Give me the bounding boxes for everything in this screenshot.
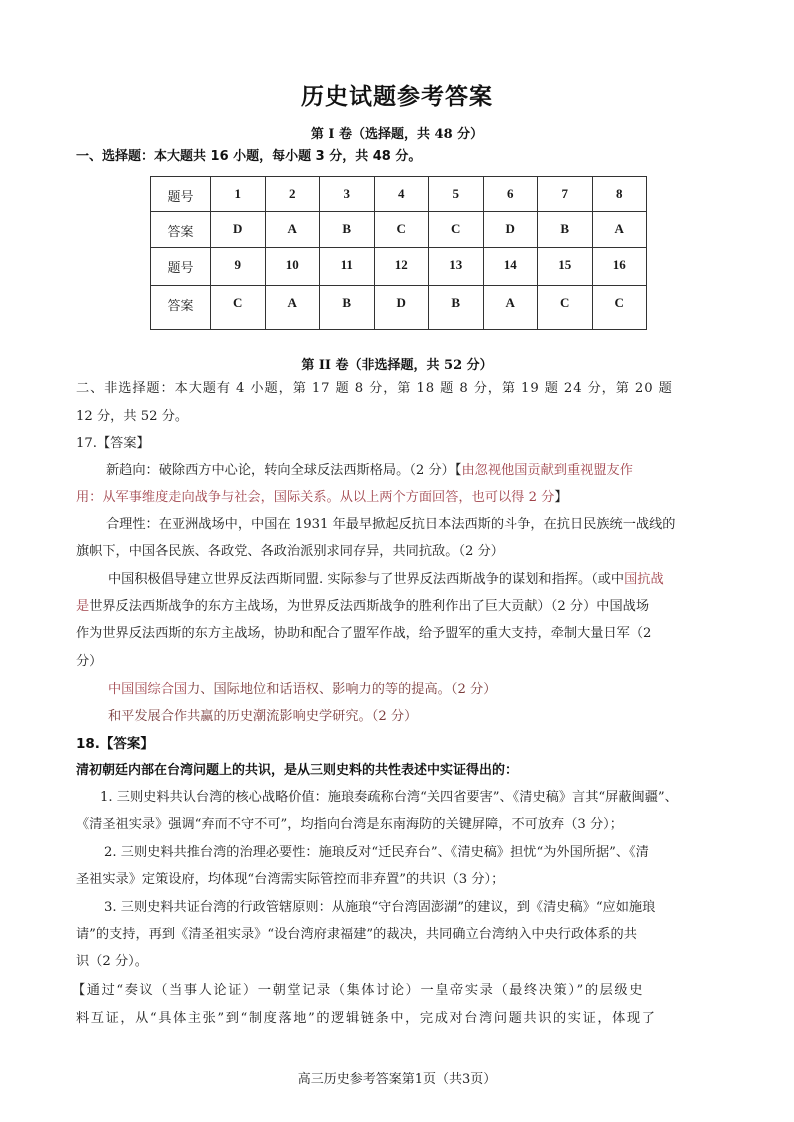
table-cell: 7: [538, 177, 593, 212]
table-cell: 14: [483, 248, 538, 286]
table-row: [151, 248, 647, 286]
q18-item1-line2: 《清圣祖实录》强调“弃而不守不可”，均指向台湾是东南海防的关键屏障，不可放弃（3 分）；: [76, 817, 623, 832]
q17-p3-line2-black: 世界反法西斯战争的东方主战场，为世界反法西斯战争的胜利作出了巨大贡献）（2 分）中国战场: [89, 599, 650, 614]
part1-heading: 第 I 卷（选择题，共 48 分）: [310, 127, 484, 142]
q17-p2-line1: 合理性：在亚洲战场中，中国在 1931 年最早掀起反抗日本法西斯的斗争，在抗日民族统一战线的: [106, 517, 676, 532]
row-label: 题号: [151, 177, 211, 212]
table-cell: 6: [483, 177, 538, 212]
table-cell: 2: [265, 177, 320, 212]
table-cell: D: [374, 286, 429, 330]
q18-item2-line2: 圣祖实录》定策设府，均体现“台湾需实际管控而非弃置”的共识（3 分）；: [76, 872, 505, 887]
table-cell: 4: [374, 177, 429, 212]
table-cell: A: [483, 286, 538, 330]
table-cell: C: [211, 286, 266, 330]
q18-label: 18.【答案】: [76, 736, 154, 752]
q18-item3-line1: 3. 三则史料共证台湾的行政管辖原则：从施琅“守台湾固澎湖”的建议，到《清史稿》“应如施琅: [104, 900, 656, 915]
q17-p3-line4: 分）: [76, 654, 103, 669]
table-cell: C: [592, 286, 647, 330]
q18-note-line2: 料互证，从“具体主张”到“制度落地”的逻辑链条中，完成对台湾问题共识的实证，体现了: [76, 1011, 657, 1026]
q18-note-line1: 【通过“奏议（当事人论证）一朝堂记录（集体讨论）一皇帝实录（最终决策）”的层级史: [72, 983, 645, 998]
q18-item3-line3: 识（2 分）。: [76, 954, 148, 969]
q17-p3-line1: [108, 571, 758, 589]
table-cell: B: [320, 286, 375, 330]
table-cell: A: [592, 212, 647, 248]
table-cell: 1: [211, 177, 266, 212]
q17-p1-line2: [76, 489, 726, 507]
table-cell: A: [265, 286, 320, 330]
q17-p1-black: 新趋向：破除西方中心论，转向全球反法西斯格局。（2 分）【: [106, 463, 462, 478]
q17-p3-black: 中国积极倡导建立世界反法西斯同盟. 实际参与了世界反法西斯战争的谋划和指挥。（或中: [108, 572, 625, 587]
q18-item2-line1: 2. 三则史料共推台湾的治理必要性：施琅反对“迁民弃台”、《清史稿》担忧“为外国所据”、《清: [104, 845, 649, 860]
table-cell: 11: [320, 248, 375, 286]
table-cell: B: [429, 286, 484, 330]
q17-p5: 和平发展合作共赢的历史潮流影响史学研究。（2 分）: [108, 709, 418, 724]
table-row: [151, 177, 647, 212]
row-label: 答案: [151, 212, 211, 248]
table-row: [151, 212, 647, 248]
q17-p3-line2-red: 是: [76, 599, 90, 614]
q17-p3-line2: [76, 598, 726, 616]
table-cell: D: [483, 212, 538, 248]
table-cell: A: [265, 212, 320, 248]
part2-heading: 第 II 卷（非选择题，共 52 分）: [301, 358, 493, 373]
q17-p4-maroon: 力、国际地位和话语权、影响力的等的提高。（2 分）: [187, 682, 497, 697]
q17-p1-red: 由忽视他国贡献到重视盟友作: [461, 463, 633, 478]
q17-label: 17.【答案】: [76, 436, 150, 451]
table-cell: B: [538, 212, 593, 248]
table-cell: B: [320, 212, 375, 248]
table-cell: 10: [265, 248, 320, 286]
q18-item3-line2: 请”的支持，再到《清圣祖实录》“设台湾府隶福建”的裁决，共同确立台湾纳入中央行政体系的共: [76, 927, 637, 942]
page-footer: 高三历史参考答案第1页（共3页）: [297, 1072, 497, 1087]
row-label: 题号: [151, 248, 211, 286]
q17-p3-line3: 作为世界反法西斯的东方主战场，协助和配合了盟军作战，给予盟军的重大支持，牵制大量日军（2: [76, 626, 652, 641]
table-row: [151, 286, 647, 330]
q17-p4: [108, 681, 758, 699]
q17-p1-line2-red: 用：从军事维度走向战争与社会，国际关系。从以上两个方面回答，也可以得 2 分: [76, 490, 555, 505]
q17-p4-red: 中国国综合国: [108, 682, 188, 697]
table-cell: C: [538, 286, 593, 330]
table-cell: 13: [429, 248, 484, 286]
q17-p1-line1: [106, 462, 756, 480]
part2-intro-line2: 12 分，共 52 分。: [76, 409, 189, 424]
table-cell: D: [211, 212, 266, 248]
table-cell: 3: [320, 177, 375, 212]
part2-intro-line1: 二、非选择题：本大题有 4 小题，第 17 题 8 分，第 18 题 8 分，第 19 题 24 分，第 20 题: [76, 381, 673, 396]
answer-table: [150, 176, 647, 330]
row-label: 答案: [151, 286, 211, 330]
q17-p2-line2: 旗帜下，中国各民族、各政党、各政治派别求同存异，共同抗敌。（2 分）: [76, 544, 504, 559]
part1-intro: 一、选择题：本大题共 16 小题，每小题 3 分，共 48 分。: [76, 149, 422, 164]
table-cell: C: [374, 212, 429, 248]
q18-item1-line1: 1. 三则史料共认台湾的核心战略价值：施琅奏疏称台湾“关四省要害”、《清史稿》言其“屏蔽闽疆”、: [100, 790, 678, 805]
page-title: 历史试题参考答案: [301, 84, 493, 110]
table-cell: 8: [592, 177, 647, 212]
q17-p1-line2-black: 】: [554, 490, 568, 505]
table-cell: 5: [429, 177, 484, 212]
table-cell: 16: [592, 248, 647, 286]
table-cell: 9: [211, 248, 266, 286]
table-cell: C: [429, 212, 484, 248]
q18-summary: 清初朝廷内部在台湾问题上的共识，是从三则史料的共性表述中实证得出的：: [76, 763, 519, 778]
table-cell: 12: [374, 248, 429, 286]
q17-p3-red: 国抗战: [624, 572, 664, 587]
table-cell: 15: [538, 248, 593, 286]
